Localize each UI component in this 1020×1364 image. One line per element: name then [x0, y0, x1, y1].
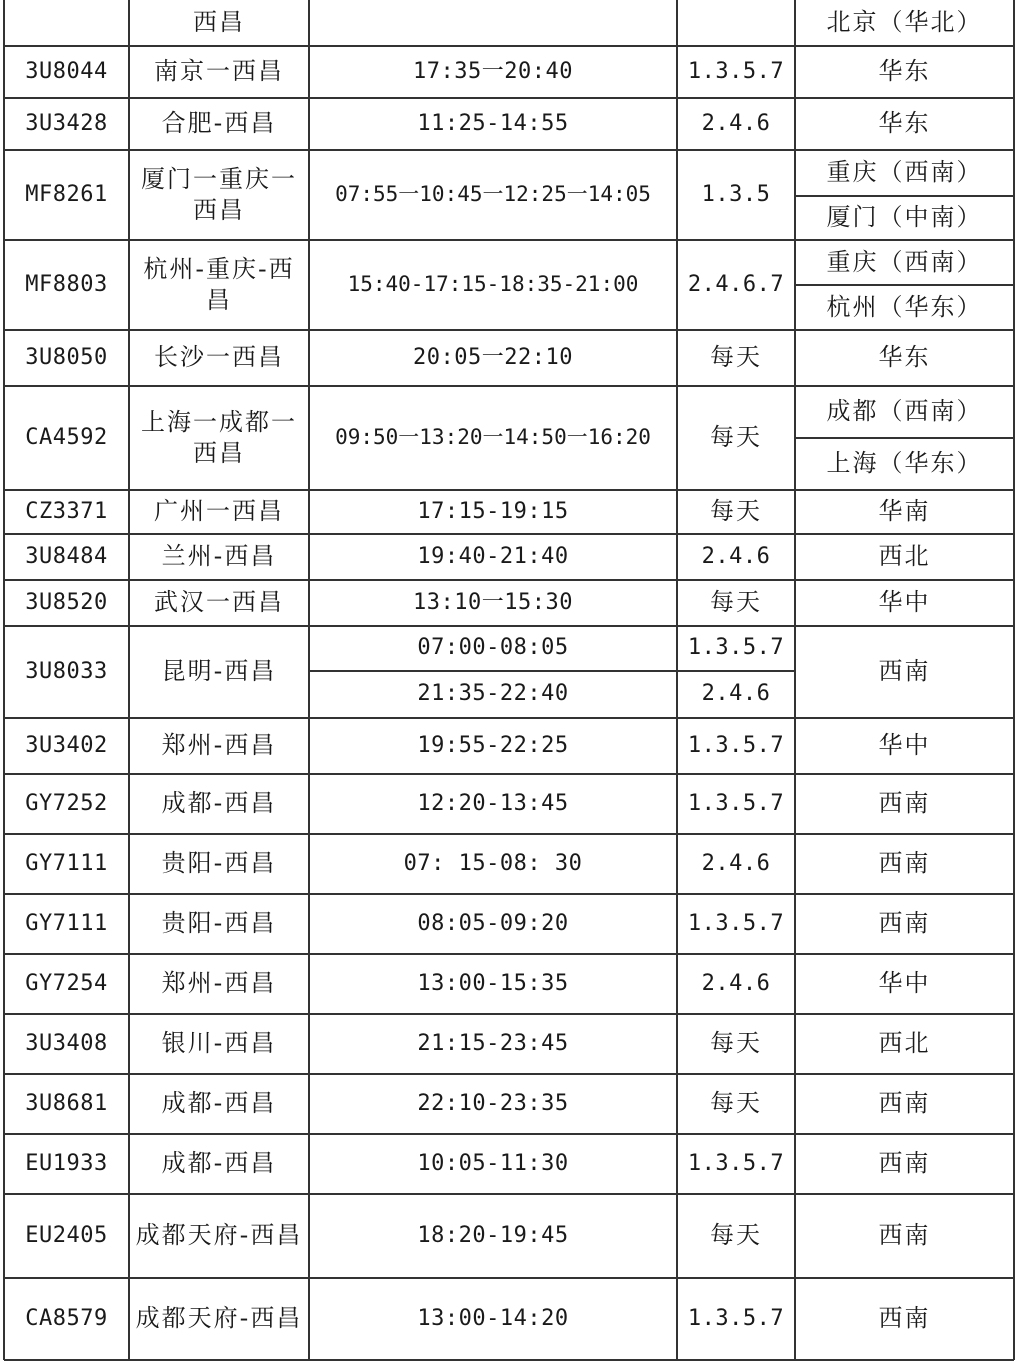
route: 成都天府-西昌 — [135, 1221, 303, 1250]
time-range: 13:00-14:20 — [417, 1305, 569, 1331]
flight-number: CA4592 — [25, 424, 108, 450]
flight-number: MF8803 — [25, 271, 108, 297]
region: 西南 — [878, 657, 931, 686]
region: 西南 — [878, 1089, 931, 1118]
operating-days: 2.4.6 — [701, 543, 771, 569]
region: 华东 — [878, 343, 931, 372]
operating-days: 2.4.6 — [701, 850, 771, 876]
route: 郑州-西昌 — [161, 969, 277, 998]
time-range: 08:05-09:20 — [417, 910, 569, 936]
route: 广州一西昌 — [154, 497, 284, 526]
region: 重庆（西南） — [826, 158, 983, 187]
route: 贵阳-西昌 — [161, 909, 277, 938]
operating-days: 1.3.5 — [701, 181, 771, 207]
route: 成都-西昌 — [161, 789, 277, 818]
route: 厦门一重庆一西昌 — [141, 164, 297, 224]
operating-days: 每天 — [710, 423, 762, 452]
region: 华中 — [878, 588, 931, 617]
region: 上海（华东） — [826, 449, 983, 478]
flight-number: 3U3402 — [25, 732, 108, 758]
route: 贵阳-西昌 — [161, 849, 277, 878]
operating-days: 2.4.6 — [701, 110, 771, 136]
route: 银川-西昌 — [161, 1029, 277, 1058]
region: 西南 — [878, 1221, 931, 1250]
time-range: 09:50一13:20一14:50一16:20 — [335, 425, 651, 450]
time-range: 19:55-22:25 — [417, 732, 569, 758]
route: 武汉一西昌 — [154, 588, 284, 617]
time-range — [309, 0, 677, 46]
operating-days: 2.4.6 — [701, 970, 771, 996]
time-range: 13:00-15:35 — [417, 970, 569, 996]
time-range: 11:25-14:55 — [417, 110, 569, 136]
region: 重庆（西南） — [826, 247, 983, 276]
route: 合肥-西昌 — [161, 109, 277, 138]
region: 华东 — [878, 57, 931, 86]
time-range: 15:40-17:15-18:35-21:00 — [347, 272, 639, 297]
route: 西昌 — [193, 8, 245, 37]
time-range: 18:20-19:45 — [417, 1222, 569, 1248]
operating-days: 1.3.5.7 — [687, 790, 785, 816]
flight-number: 3U8681 — [25, 1090, 108, 1116]
operating-days — [677, 0, 795, 46]
sub-row-divider — [795, 284, 1014, 286]
sub-row-divider — [795, 195, 1014, 197]
time-range: 20:05一22:10 — [413, 344, 573, 370]
region: 西南 — [878, 909, 931, 938]
region: 西南 — [878, 789, 931, 818]
time-range: 21:35-22:40 — [417, 681, 569, 707]
operating-days: 2.4.6 — [701, 681, 771, 707]
operating-days: 每天 — [710, 1089, 762, 1118]
flight-number: GY7252 — [25, 790, 108, 816]
flight-number: 3U3408 — [25, 1030, 108, 1056]
flight-number: 3U8520 — [25, 589, 108, 615]
region: 华东 — [878, 109, 931, 138]
flight-number: GY7111 — [25, 850, 108, 876]
flight-number: EU2405 — [25, 1222, 108, 1248]
region: 北京（华北） — [826, 8, 983, 37]
time-range: 07: 15-08: 30 — [403, 850, 583, 876]
flight-number: 3U8044 — [25, 58, 108, 84]
operating-days: 1.3.5.7 — [687, 1305, 785, 1331]
operating-days: 每天 — [710, 588, 762, 617]
time-range: 22:10-23:35 — [417, 1090, 569, 1116]
region: 西北 — [878, 542, 931, 571]
region: 华中 — [878, 969, 931, 998]
flight-number: CZ3371 — [25, 498, 108, 524]
flight-number: EU1933 — [25, 1150, 108, 1176]
route: 兰州-西昌 — [161, 542, 277, 571]
sub-row-divider — [309, 670, 677, 672]
route: 长沙一西昌 — [154, 343, 284, 372]
flight-number: MF8261 — [25, 181, 108, 207]
region: 西南 — [878, 1304, 931, 1333]
route: 郑州-西昌 — [161, 731, 277, 760]
operating-days: 每天 — [710, 497, 762, 526]
region: 西南 — [878, 1149, 931, 1178]
flight-number: GY7111 — [25, 910, 108, 936]
operating-days: 每天 — [710, 1029, 762, 1058]
time-range: 19:40-21:40 — [417, 543, 569, 569]
time-range: 07:55一10:45一12:25一14:05 — [335, 182, 651, 207]
time-range: 07:00-08:05 — [417, 635, 569, 661]
sub-row-divider — [795, 437, 1014, 439]
row-divider — [795, 45, 1014, 47]
region: 成都（西南） — [826, 397, 983, 426]
time-range: 10:05-11:30 — [417, 1150, 569, 1176]
operating-days: 2.4.6.7 — [687, 271, 785, 297]
operating-days: 1.3.5.7 — [687, 1150, 785, 1176]
operating-days: 每天 — [710, 343, 762, 372]
region: 华中 — [878, 731, 931, 760]
operating-days: 1.3.5.7 — [687, 635, 785, 661]
flight-number: GY7254 — [25, 970, 108, 996]
flight-number: 3U3428 — [25, 110, 108, 136]
sub-row-divider — [677, 670, 795, 672]
time-range: 13:10一15:30 — [413, 589, 573, 615]
operating-days: 每天 — [710, 1221, 762, 1250]
route: 成都-西昌 — [161, 1149, 277, 1178]
flight-number — [4, 0, 129, 46]
flight-number: CA8579 — [25, 1305, 108, 1331]
region: 西北 — [878, 1029, 931, 1058]
region: 杭州（华东） — [826, 292, 983, 321]
flight-number: 3U8033 — [25, 658, 108, 684]
time-range: 17:35一20:40 — [413, 58, 573, 84]
region: 厦门（中南） — [826, 203, 983, 232]
time-range: 12:20-13:45 — [417, 790, 569, 816]
time-range: 21:15-23:45 — [417, 1030, 569, 1056]
operating-days: 1.3.5.7 — [687, 58, 785, 84]
region: 华南 — [878, 497, 931, 526]
time-range: 17:15-19:15 — [417, 498, 569, 524]
region: 西南 — [878, 849, 931, 878]
route: 杭州-重庆-西昌 — [143, 254, 295, 314]
operating-days: 1.3.5.7 — [687, 732, 785, 758]
route: 上海一成都一西昌 — [141, 407, 297, 467]
flight-number: 3U8484 — [25, 543, 108, 569]
operating-days: 1.3.5.7 — [687, 910, 785, 936]
route: 昆明-西昌 — [161, 657, 277, 686]
route: 南京一西昌 — [154, 57, 284, 86]
flight-number: 3U8050 — [25, 344, 108, 370]
route: 成都天府-西昌 — [135, 1304, 303, 1333]
route: 成都-西昌 — [161, 1089, 277, 1118]
